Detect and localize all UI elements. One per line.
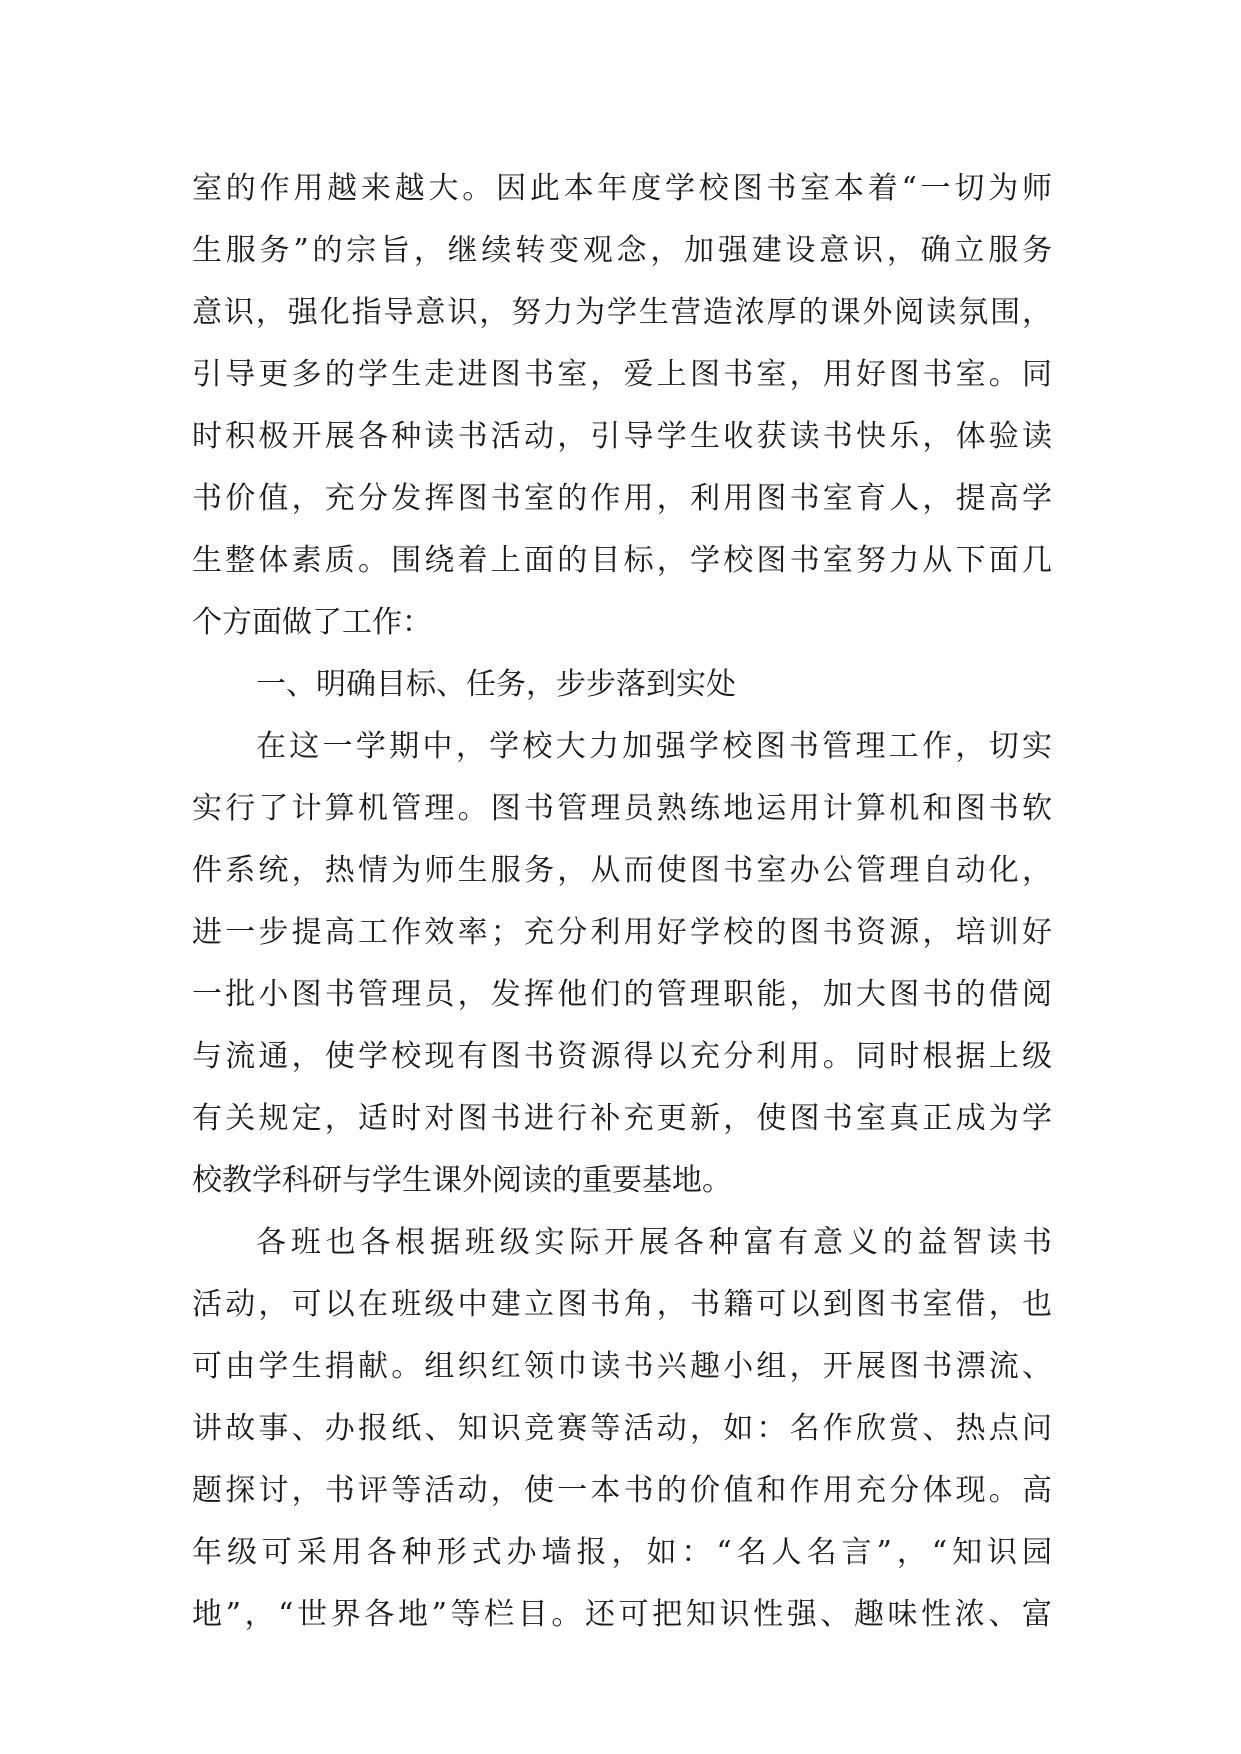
text-line: 进一步提高工作效率；充分利用好学校的图书资源，培训好 xyxy=(192,915,1052,950)
text-line: 一批小图书管理员，发挥他们的管理职能，加大图书的借阅 xyxy=(192,977,1052,1012)
text-line: 件系统，热情为师生服务，从而使图书室办公管理自动化， xyxy=(192,853,1052,888)
text-line: 生服务”的宗旨，继续转变观念，加强建设意识，确立服务 xyxy=(192,233,1052,268)
text-line: 个方面做了工作： xyxy=(192,605,432,640)
text-line: 意识，强化指导意识，努力为学生营造浓厚的课外阅读氛围， xyxy=(192,295,1052,330)
text-line: 实行了计算机管理。图书管理员熟练地运用计算机和图书软 xyxy=(192,791,1052,826)
text-line: 活动，可以在班级中建立图书角，书籍可以到图书室借，也 xyxy=(192,1287,1052,1322)
text-line: 题探讨，书评等活动，使一本书的价值和作用充分体现。高 xyxy=(192,1473,1052,1508)
text-line: 时积极开展各种读书活动，引导学生收获读书快乐，体验读 xyxy=(192,419,1052,454)
text-line: 地”，“世界各地”等栏目。还可把知识性强、趣味性浓、富 xyxy=(192,1597,1052,1632)
text-line: 生整体素质。围绕着上面的目标，学校图书室努力从下面几 xyxy=(192,543,1052,578)
text-line: 年级可采用各种形式办墙报，如：“名人名言”，“知识园 xyxy=(192,1535,1052,1570)
text-line: 与流通，使学校现有图书资源得以充分利用。同时根据上级 xyxy=(192,1039,1052,1074)
text-line: 讲故事、办报纸、知识竞赛等活动，如：名作欣赏、热点问 xyxy=(192,1411,1052,1446)
text-line: 有关规定，适时对图书进行补充更新，使图书室真正成为学 xyxy=(192,1101,1052,1136)
text-line: 在这一学期中，学校大力加强学校图书管理工作，切实 xyxy=(256,729,1052,764)
text-line: 校教学科研与学生课外阅读的重要基地。 xyxy=(192,1163,732,1198)
text-line: 书价值，充分发挥图书室的作用，利用图书室育人，提高学 xyxy=(192,481,1052,516)
body-text xyxy=(192,158,1052,1646)
text-line: 引导更多的学生走进图书室，爱上图书室，用好图书室。同 xyxy=(192,357,1052,392)
section-heading: 一、明确目标、任务，步步落到实处 xyxy=(256,667,736,702)
text-line: 各班也各根据班级实际开展各种富有意义的益智读书 xyxy=(256,1225,1052,1260)
text-line: 室的作用越来越大。因此本年度学校图书室本着“一切为师 xyxy=(192,171,1052,206)
text-line: 可由学生捐献。组织红领巾读书兴趣小组，开展图书漂流、 xyxy=(192,1349,1052,1384)
